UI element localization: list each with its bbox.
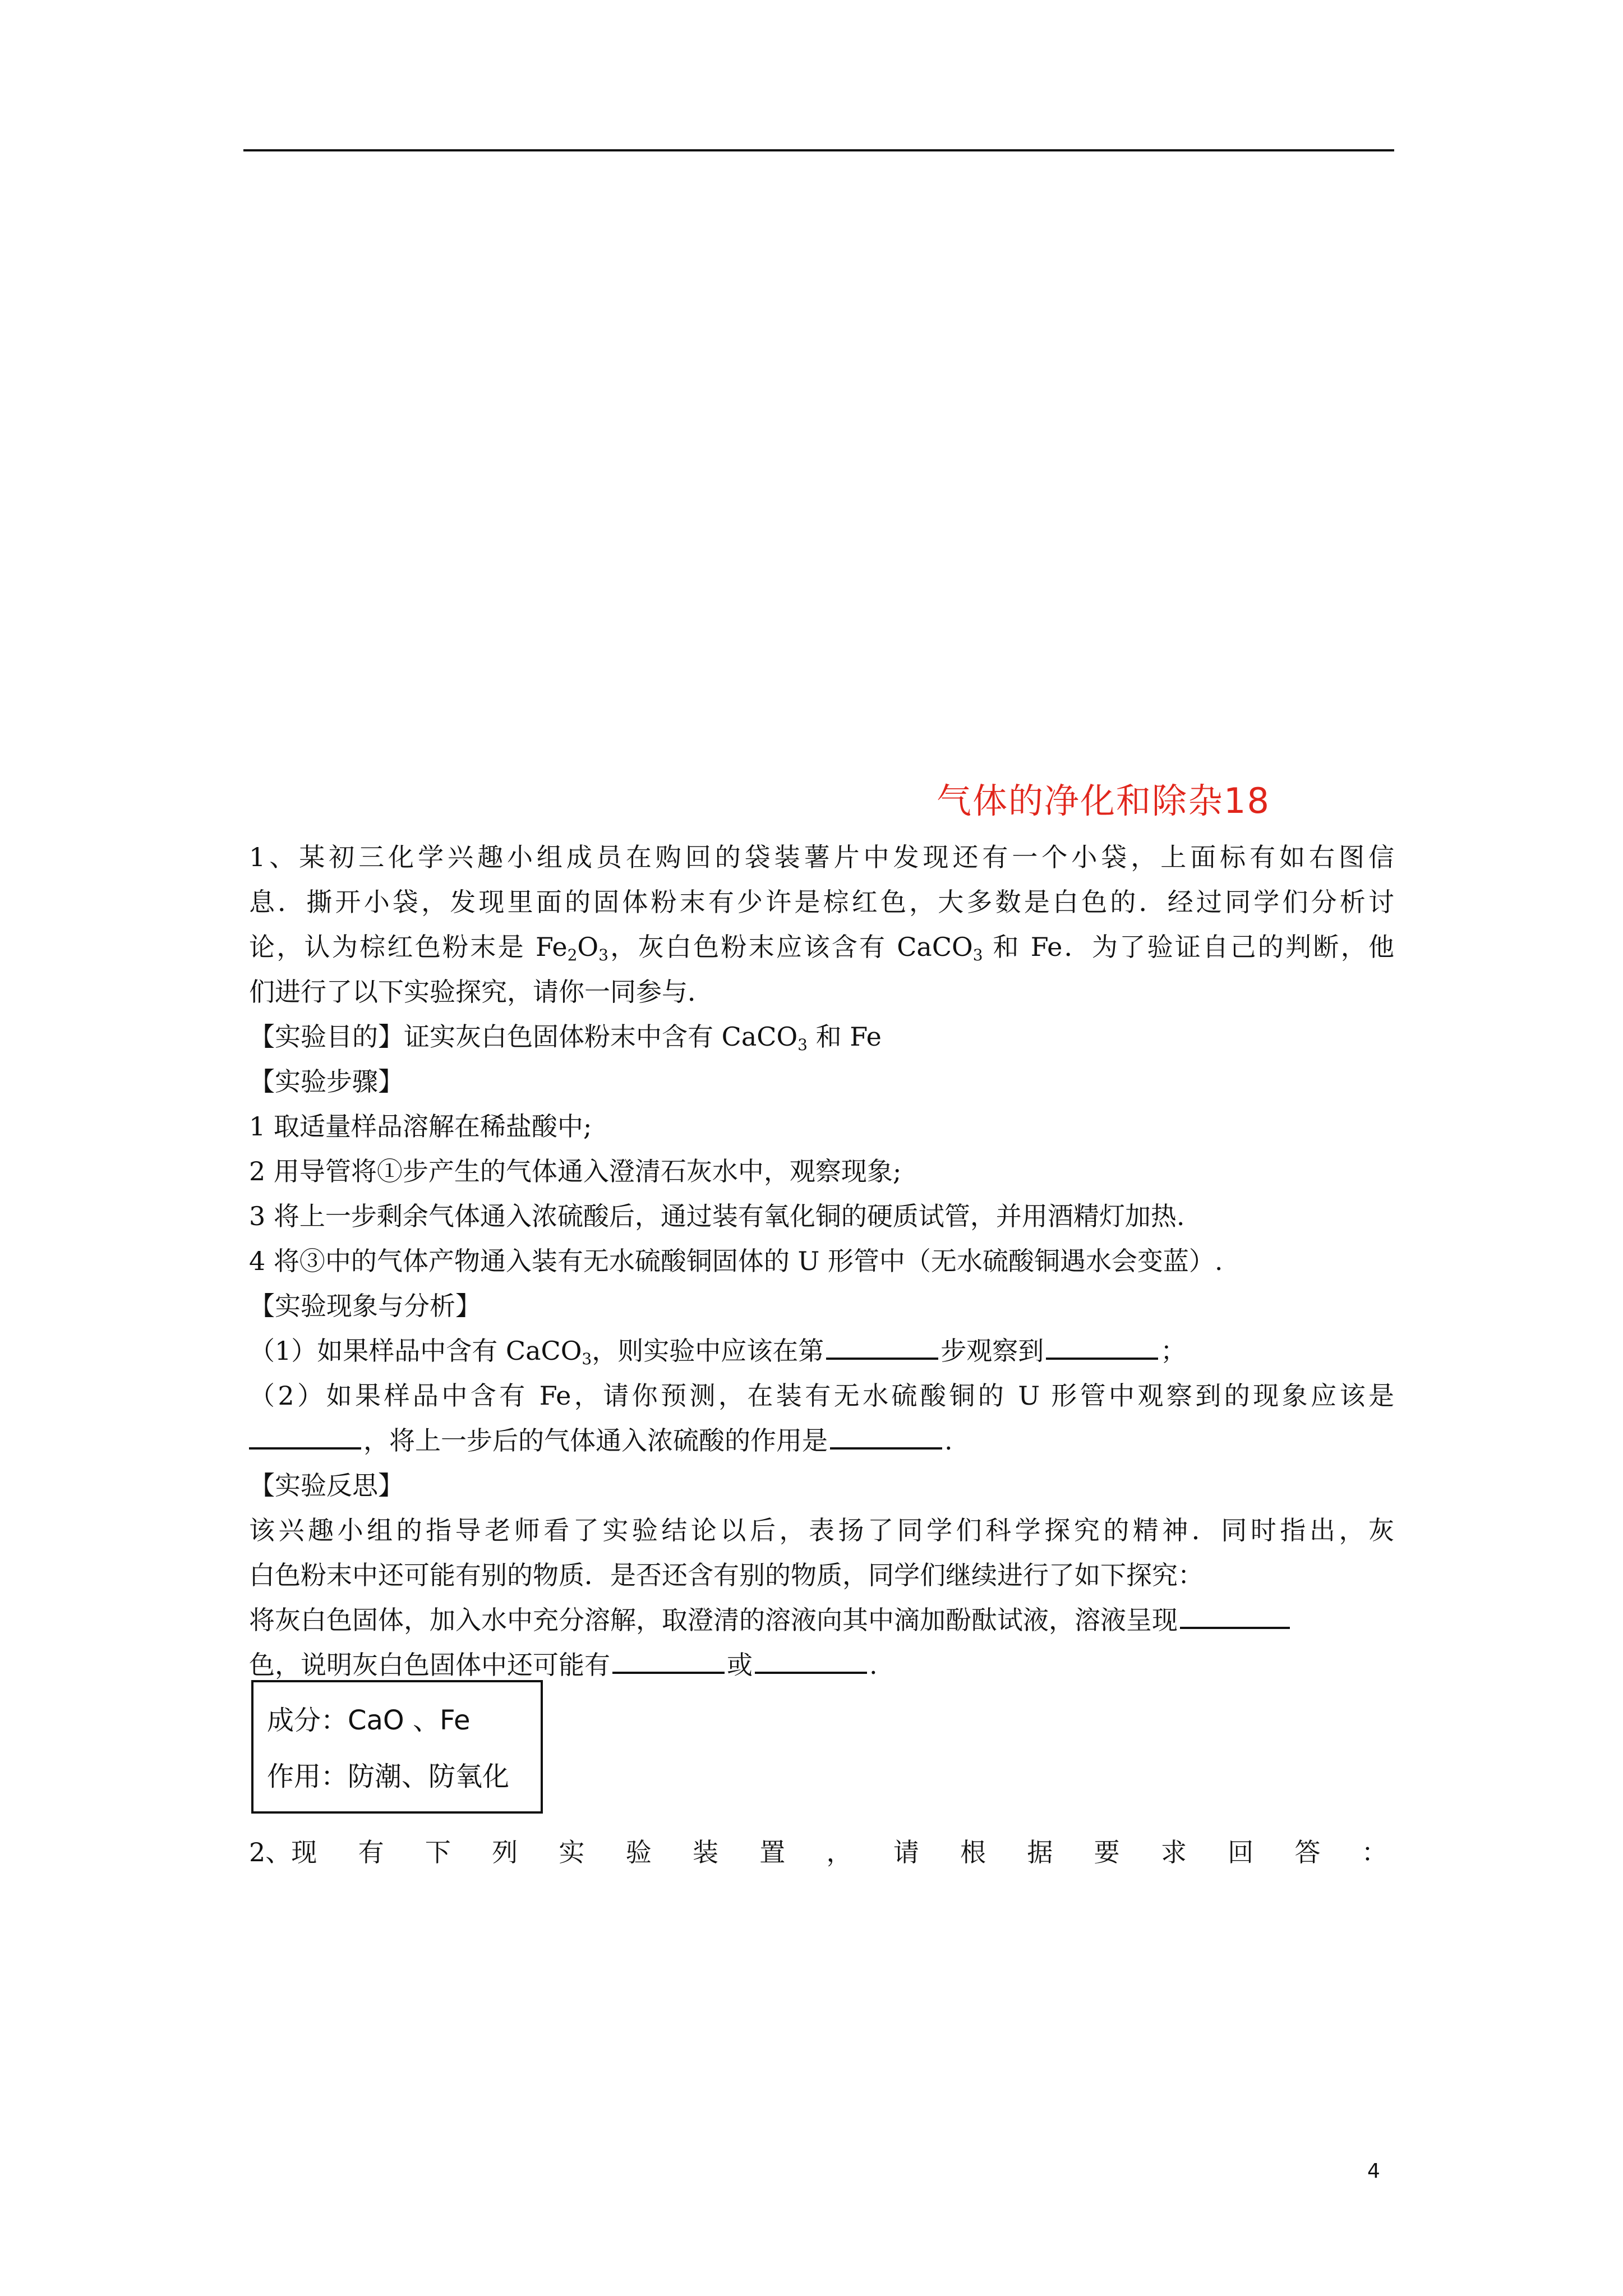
analysis-1d: ； (1160, 1336, 1187, 1366)
purpose-text-a: 【实验目的】证实灰白色固体粉末中含有 CaCO (249, 1022, 798, 1052)
analysis-1a: （1）如果样品中含有 CaCO (249, 1336, 582, 1366)
reflection-4a: 色，说明灰白色固体中还可能有 (249, 1650, 610, 1680)
answer-blank-phenomenon[interactable] (249, 1425, 361, 1450)
q1-intro-3d: 和 Fe．为了验证自己的判断，他 (983, 932, 1395, 962)
q1-intro-line-2: 息．撕开小袋，发现里面的固体粉末有少许是棕红色，大多数是白色的．经过同学们分析讨 (249, 887, 1394, 917)
answer-blank-substance-2[interactable] (755, 1649, 867, 1674)
q1-intro-line-3 (249, 924, 1394, 969)
analysis-1 (249, 1328, 1394, 1373)
answer-blank-step[interactable] (826, 1335, 938, 1360)
experiment-purpose (249, 1014, 1394, 1059)
q2-char: 据 (1027, 1837, 1053, 1867)
question-1 (249, 835, 1394, 1687)
q2-char: 回 (1228, 1837, 1254, 1867)
q2-char: 置 (759, 1837, 786, 1867)
q2-char: 验 (625, 1837, 652, 1867)
q2-char: 有 (358, 1837, 384, 1867)
answer-blank-purpose[interactable] (830, 1425, 942, 1450)
analysis-2b: ，将上一步后的气体通入浓硫酸的作用是 (363, 1425, 828, 1456)
reflection-line-3 (249, 1598, 1394, 1642)
analysis-2c: . (944, 1425, 953, 1456)
label-function: 作用：防潮、防氧化 (267, 1761, 510, 1792)
q2-char: 下 (425, 1837, 451, 1867)
q2-char: 答 (1294, 1837, 1321, 1867)
reflection-4c: . (869, 1650, 878, 1680)
reflection-heading: 【实验反思】 (249, 1470, 404, 1501)
q2-char: 要 (1094, 1837, 1120, 1867)
page-number: 4 (1367, 2160, 1380, 2183)
q2-char: 2、现 (249, 1837, 317, 1867)
reflection-line-2: 白色粉末中还可能有别的物质．是否还含有别的物质，同学们继续进行了如下探究： (249, 1560, 1204, 1590)
reflection-4b: 或 (727, 1650, 753, 1680)
answer-blank-substance-1[interactable] (612, 1649, 725, 1674)
header-rule (243, 149, 1394, 151)
subscript: 3 (797, 1036, 808, 1054)
q2-char: 实 (559, 1837, 585, 1867)
analysis-2-continued (249, 1418, 1394, 1463)
q1-intro-line-1: 1、某初三化学兴趣小组成员在购回的袋装薯片中发现还有一个小袋，上面标有如右图信 (249, 842, 1394, 872)
step-2: 2 用导管将①步产生的气体通入澄清石灰水中，观察现象; (249, 1156, 902, 1186)
label-components: 成分：CaO 、Fe (267, 1705, 471, 1736)
packet-label-box (251, 1680, 543, 1814)
answer-blank-color[interactable] (1180, 1604, 1290, 1629)
page-title: 气体的净化和除杂18 (937, 780, 1270, 821)
analysis-heading: 【实验现象与分析】 (249, 1291, 481, 1321)
subscript: 3 (582, 1350, 592, 1368)
q2-char: ， (826, 1837, 852, 1867)
step-3: 3 将上一步剩余气体通入浓硫酸后，通过装有氧化铜的硬质试管，并用酒精灯加热. (249, 1201, 1185, 1231)
q2-char: 列 (492, 1837, 518, 1867)
question-2 (249, 1830, 1387, 1875)
analysis-1c: 步观察到 (940, 1336, 1044, 1366)
analysis-1b: ，则实验中应该在第 (592, 1336, 824, 1366)
analysis-2: （2）如果样品中含有 Fe，请你预测，在装有无水硫酸铜的 U 形管中观察到的现象应该是 (249, 1381, 1394, 1411)
q1-intro-3c: ，灰白色粉末应该含有 CaCO (608, 932, 973, 962)
q2-char: 求 (1160, 1837, 1187, 1867)
subscript: 2 (567, 946, 578, 964)
q2-char: 根 (960, 1837, 986, 1867)
q2-char: ： (1361, 1837, 1387, 1867)
answer-blank-observation[interactable] (1046, 1335, 1158, 1360)
q1-intro-3a: 论，认为棕红色粉末是 Fe (249, 932, 568, 962)
reflection-3-text: 将灰白色固体，加入水中充分溶解，取澄清的溶液向其中滴加酚酞试液，溶液呈现 (249, 1605, 1178, 1635)
subscript: 3 (598, 946, 608, 964)
step-4: 4 将③中的气体产物通入装有无水硫酸铜固体的 U 形管中（无水硫酸铜遇水会变蓝）. (249, 1246, 1223, 1276)
steps-heading: 【实验步骤】 (249, 1066, 404, 1097)
q2-char: 装 (692, 1837, 718, 1867)
reflection-line-1: 该兴趣小组的指导老师看了实验结论以后，表扬了同学们科学探究的精神．同时指出，灰 (249, 1515, 1394, 1545)
q1-intro-3b: O (577, 932, 599, 962)
q1-intro-line-4: 们进行了以下实验探究，请你一同参与． (249, 977, 713, 1007)
step-1: 1 取适量样品溶解在稀盐酸中; (249, 1111, 592, 1142)
subscript: 3 (972, 946, 983, 964)
purpose-text-b: 和 Fe (807, 1022, 882, 1052)
q2-char: 请 (893, 1837, 919, 1867)
